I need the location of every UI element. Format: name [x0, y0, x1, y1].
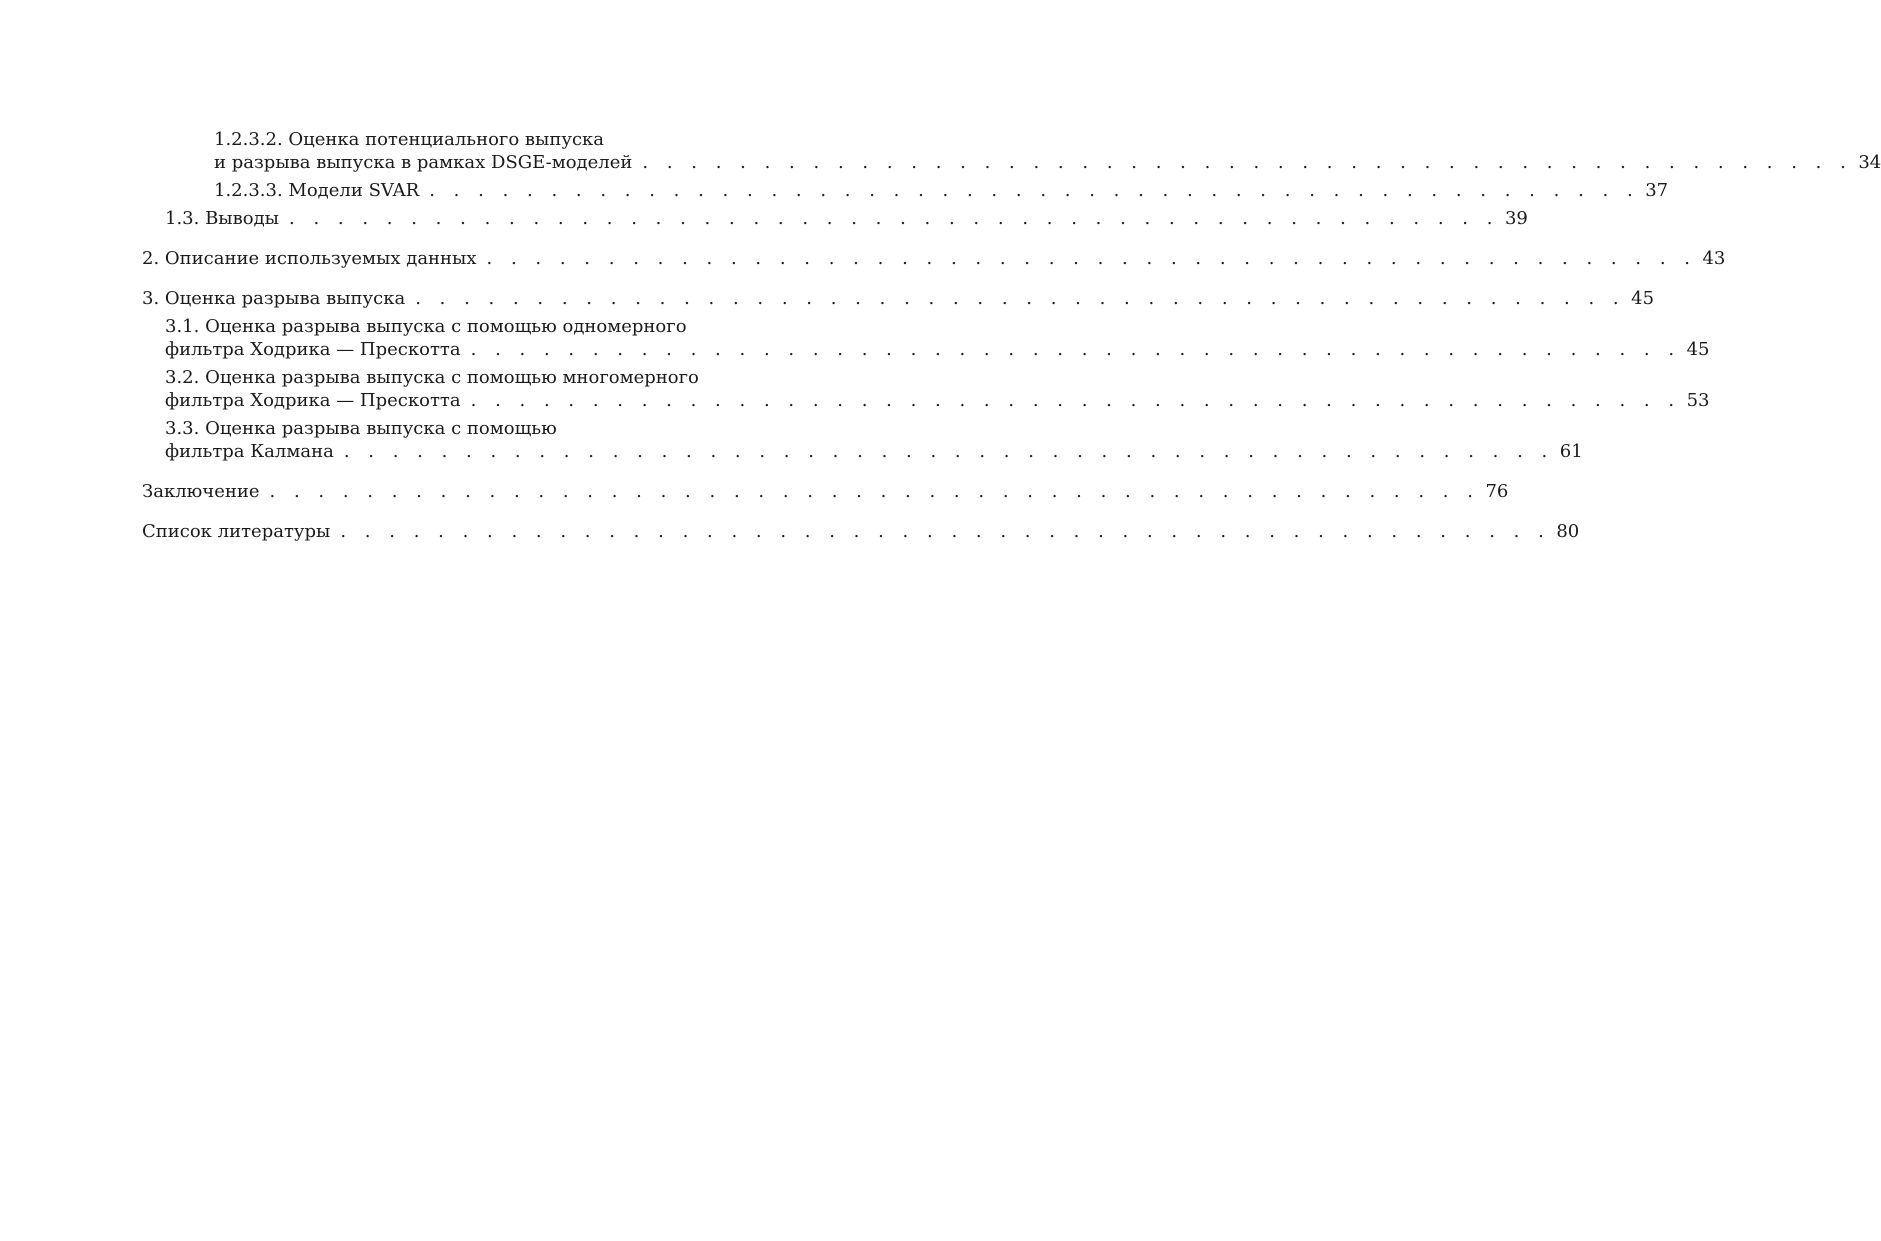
toc-entry-references[interactable] [142, 520, 1580, 543]
toc-entry-title-line2: фильтра Ходрика — Прескотта [165, 339, 461, 360]
leader-dots: . . . . . . . . . . . . . . . . . . . . . . . . . . . . . . . . . . . . . . . . . . . . . . . . . . [429, 180, 1640, 201]
toc-page-number: 45 [1631, 288, 1655, 309]
toc-page-number: 34 [1858, 152, 1881, 173]
leader-dots: . . . . . . . . . . . . . . . . . . . . . . . . . . . . . . . . . . . . . . . . . . . . . . . . . . [642, 152, 1853, 173]
toc-entry-3-1[interactable] [142, 315, 1710, 361]
toc-entry-3-2[interactable] [142, 366, 1710, 412]
toc-entry-title-line1: 1.2.3.2. Оценка потенциального выпуска [214, 129, 605, 150]
toc-entry-title-line2: фильтра Калмана [165, 441, 334, 462]
toc-page-number: 45 [1686, 339, 1710, 360]
leader-dots: . . . . . . . . . . . . . . . . . . . . . . . . . . . . . . . . . . . . . . . . . . . . . . . . . . [289, 208, 1499, 229]
toc-entry-title: Список литературы [142, 521, 331, 542]
toc-entry-title: 3. Оценка разрыва выпуска [142, 288, 406, 309]
table-of-contents [142, 128, 1881, 543]
toc-page-number: 61 [1559, 441, 1583, 462]
toc-entry-3-3[interactable] [142, 417, 1583, 463]
toc-entry-title-line2: фильтра Ходрика — Прескотта [165, 390, 461, 411]
toc-entry-title: Заключение [142, 481, 260, 502]
toc-entry-1-3[interactable] [142, 207, 1528, 230]
toc-page-number: 53 [1686, 390, 1710, 411]
toc-entry-title: 1.3. Выводы [165, 208, 280, 229]
toc-entry-title-line2: и разрыва выпуска в рамках DSGE-моделей [214, 152, 633, 173]
leader-dots: . . . . . . . . . . . . . . . . . . . . . . . . . . . . . . . . . . . . . . . . . . . . . . . . . . [470, 390, 1681, 411]
toc-entry-2[interactable] [142, 247, 1726, 270]
leader-dots: . . . . . . . . . . . . . . . . . . . . . . . . . . . . . . . . . . . . . . . . . . . . . . . . . . [343, 441, 1554, 462]
leader-dots: . . . . . . . . . . . . . . . . . . . . . . . . . . . . . . . . . . . . . . . . . . . . . . . . . . [470, 339, 1681, 360]
toc-entry-3[interactable] [142, 287, 1655, 310]
toc-entry-1-2-3-3[interactable] [142, 179, 1669, 202]
leader-dots: . . . . . . . . . . . . . . . . . . . . . . . . . . . . . . . . . . . . . . . . . . . . . . . . . . [415, 288, 1626, 309]
leader-dots: . . . . . . . . . . . . . . . . . . . . . . . . . . . . . . . . . . . . . . . . . . . . . . . . . . [340, 521, 1551, 542]
toc-entry-title-line1: 3.3. Оценка разрыва выпуска с помощью [165, 418, 557, 439]
toc-page-number: 37 [1645, 180, 1669, 201]
toc-entry-title: 2. Описание используемых данных [142, 248, 477, 269]
toc-page-number: 39 [1504, 208, 1528, 229]
toc-page-number: 43 [1702, 248, 1726, 269]
toc-entry-title: 1.2.3.3. Модели SVAR [214, 180, 420, 201]
leader-dots: . . . . . . . . . . . . . . . . . . . . . . . . . . . . . . . . . . . . . . . . . . . . . . . . . . [269, 481, 1480, 502]
toc-page-number: 80 [1556, 521, 1580, 542]
toc-entry-title-line1: 3.2. Оценка разрыва выпуска с помощью многомерного [165, 367, 699, 388]
toc-entry-1-2-3-2[interactable] [142, 128, 1881, 174]
leader-dots: . . . . . . . . . . . . . . . . . . . . . . . . . . . . . . . . . . . . . . . . . . . . . . . . . . [486, 248, 1697, 269]
toc-entry-title-line1: 3.1. Оценка разрыва выпуска с помощью одномерного [165, 316, 687, 337]
toc-entry-conclusion[interactable] [142, 480, 1509, 503]
toc-page-number: 76 [1485, 481, 1509, 502]
